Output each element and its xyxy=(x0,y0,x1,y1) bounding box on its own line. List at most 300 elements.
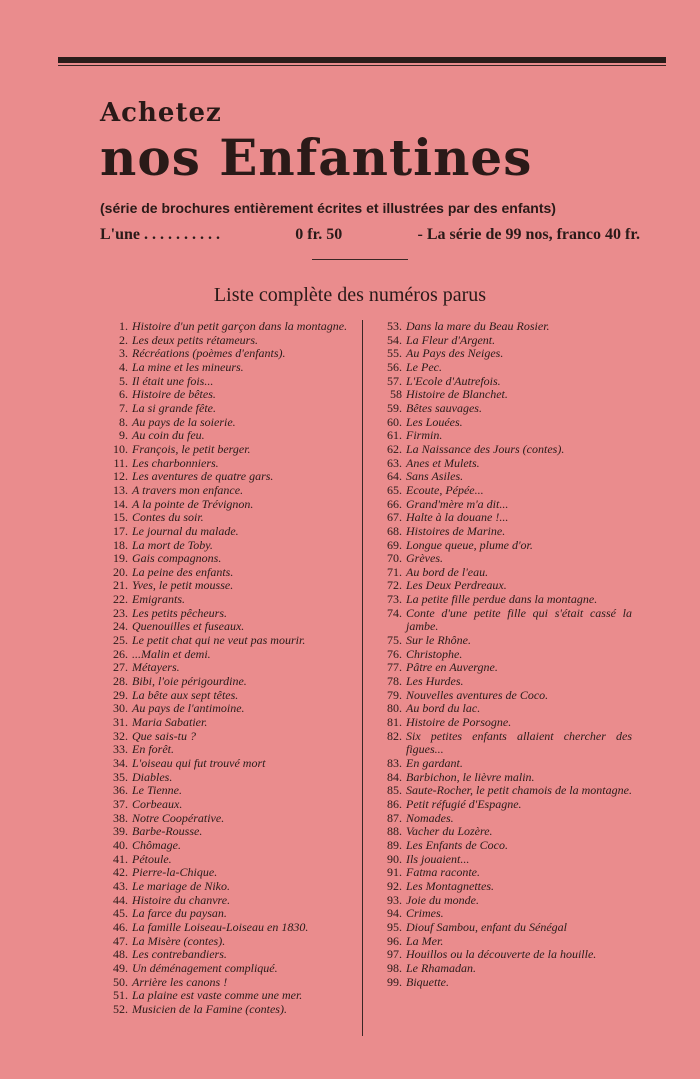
item-number: 87. xyxy=(387,810,402,825)
list-item xyxy=(100,607,358,621)
item-title: Les Deux Perdreaux. xyxy=(406,578,507,593)
list-item xyxy=(100,593,358,607)
list-item xyxy=(368,484,632,498)
list-item xyxy=(100,484,358,498)
item-number: 76. xyxy=(387,646,402,661)
item-title: ...Malin et demi. xyxy=(132,646,211,661)
item-number: 25. xyxy=(113,633,128,648)
item-title: Crimes. xyxy=(406,906,444,921)
list-item xyxy=(368,525,632,539)
item-number: 13. xyxy=(113,482,128,497)
list-item xyxy=(100,334,358,348)
item-number: 34. xyxy=(113,756,128,770)
item-title: Halte à la douane !... xyxy=(406,510,509,525)
list-item xyxy=(368,334,632,348)
item-title: La plaine est vaste comme une mer. xyxy=(132,988,303,1003)
list-item xyxy=(368,880,632,894)
list-item xyxy=(368,935,632,949)
item-number: 43. xyxy=(113,878,128,893)
item-number: 49. xyxy=(113,960,128,975)
item-title: Il était une fois... xyxy=(132,373,214,388)
list-item xyxy=(368,361,632,375)
item-title: Barbichon, le lièvre malin. xyxy=(406,769,535,784)
list-item xyxy=(100,1003,358,1017)
list-item xyxy=(368,347,632,361)
item-number: 53. xyxy=(387,319,402,333)
item-number: 93. xyxy=(387,892,402,907)
item-title: En gardant. xyxy=(406,756,463,770)
list-item xyxy=(100,402,358,416)
item-title: Les aventures de quatre gars. xyxy=(132,469,274,484)
column-divider xyxy=(362,320,363,1036)
price-right: - La série de 99 nos, franco 40 fr. xyxy=(417,226,640,243)
list-item xyxy=(368,689,632,703)
item-title: Un déménagement compliqué. xyxy=(132,960,278,975)
item-title: Dans la mare du Beau Rosier. xyxy=(406,319,550,333)
item-number: 58 xyxy=(390,387,402,402)
item-title: Nomades. xyxy=(406,810,454,825)
item-number: 73. xyxy=(387,592,402,607)
list-item xyxy=(368,511,632,525)
item-title: Ils jouaient... xyxy=(406,851,470,866)
item-number: 66. xyxy=(387,496,402,511)
item-number: 97. xyxy=(387,947,402,962)
list-item xyxy=(100,648,358,662)
item-number: 85. xyxy=(387,783,402,798)
item-number: 95. xyxy=(387,919,402,934)
item-number: 2. xyxy=(119,332,128,347)
list-item xyxy=(368,566,632,580)
item-title: Métayers. xyxy=(132,660,180,675)
item-title: Le Pec. xyxy=(406,359,442,374)
item-title: Histoire d'un petit garçon dans la montagne. xyxy=(132,319,348,333)
item-number: 70. xyxy=(387,551,402,566)
item-title: Arrière les canons ! xyxy=(132,974,228,989)
item-title: La mort de Toby. xyxy=(132,537,213,552)
item-number: 7. xyxy=(119,400,128,415)
list-item xyxy=(100,853,358,867)
item-number: 78. xyxy=(387,674,402,689)
item-title: Au Pays des Neiges. xyxy=(406,346,504,361)
list-item xyxy=(100,498,358,512)
list-item xyxy=(368,948,632,962)
item-title: Histoire de Blanchet. xyxy=(406,387,508,402)
item-number: 46. xyxy=(113,919,128,934)
list-item xyxy=(100,935,358,949)
item-number: 84. xyxy=(387,769,402,784)
item-title: Chômage. xyxy=(132,837,181,852)
item-title: Houillos ou la découverte de la houille. xyxy=(406,947,597,962)
list-item xyxy=(368,443,632,457)
item-number: 54. xyxy=(387,332,402,347)
item-number: 28. xyxy=(113,674,128,689)
list-item xyxy=(368,866,632,880)
item-title: Les Montagnettes. xyxy=(406,878,494,893)
item-number: 40. xyxy=(113,837,128,852)
list-item xyxy=(100,989,358,1003)
list-item xyxy=(100,976,358,990)
item-number: 63. xyxy=(387,455,402,470)
item-number: 48. xyxy=(113,947,128,962)
item-title: Au bord de l'eau. xyxy=(406,564,489,579)
item-number: 62. xyxy=(387,441,402,456)
item-number: 65. xyxy=(387,482,402,497)
list-item xyxy=(100,511,358,525)
item-title: Corbeaux. xyxy=(132,796,183,811)
item-number: 75. xyxy=(387,633,402,648)
list-item xyxy=(100,416,358,430)
item-number: 68. xyxy=(387,523,402,538)
list-item xyxy=(100,730,358,744)
list-item xyxy=(100,388,358,402)
item-title: Les deux petits rétameurs. xyxy=(132,332,258,347)
list-item xyxy=(100,716,358,730)
item-number: 52. xyxy=(113,1001,128,1016)
list-item xyxy=(100,552,358,566)
list-item xyxy=(368,661,632,675)
list-title: Liste complète des numéros parus xyxy=(213,284,487,306)
list-item xyxy=(368,648,632,662)
list-item xyxy=(368,579,632,593)
item-title: Récréations (poèmes d'enfants). xyxy=(132,346,286,361)
item-title: Anes et Mulets. xyxy=(406,455,480,470)
item-title: Le petit chat qui ne veut pas mourir. xyxy=(132,633,306,648)
list-item xyxy=(368,320,632,334)
item-title: Pâtre en Auvergne. xyxy=(406,660,498,675)
item-title: Sans Asiles. xyxy=(406,469,464,484)
list-item xyxy=(100,634,358,648)
item-number: 20. xyxy=(113,564,128,579)
item-number: 45. xyxy=(113,906,128,921)
price-line xyxy=(100,226,640,244)
list-item xyxy=(368,907,632,921)
item-title: Les contrebandiers. xyxy=(132,947,227,962)
list-item xyxy=(368,388,632,402)
item-title: Au bord du lac. xyxy=(406,701,481,716)
item-number: 79. xyxy=(387,687,402,702)
item-number: 57. xyxy=(387,373,402,388)
item-title: Grèves. xyxy=(406,551,443,566)
item-title: Bêtes sauvages. xyxy=(406,400,482,415)
list-item xyxy=(100,784,358,798)
item-title: Barbe-Rousse. xyxy=(132,824,203,839)
list-item xyxy=(368,962,632,976)
item-title: La farce du paysan. xyxy=(132,906,227,921)
item-number: 17. xyxy=(113,523,128,538)
item-number: 77. xyxy=(387,660,402,675)
item-title: La peine des enfants. xyxy=(132,564,234,579)
list-column-left xyxy=(100,320,358,1016)
list-item xyxy=(368,730,632,757)
item-title: La Misère (contes). xyxy=(132,933,226,948)
list-item xyxy=(368,498,632,512)
item-title: Petit réfugié d'Espagne. xyxy=(406,796,522,811)
item-title: Les Hurdes. xyxy=(406,674,464,689)
list-item xyxy=(100,757,358,771)
list-item xyxy=(368,593,632,607)
item-title: La Mer. xyxy=(406,933,444,948)
item-number: 26. xyxy=(113,646,128,661)
list-item xyxy=(100,525,358,539)
item-title: Les Enfants de Coco. xyxy=(406,837,508,852)
item-title: L'Ecole d'Autrefois. xyxy=(406,373,501,388)
item-title: Conte d'une petite fille qui s'était cassé la jambe. xyxy=(406,605,632,634)
item-number: 18. xyxy=(113,537,128,552)
item-title: A travers mon enfance. xyxy=(132,482,244,497)
item-number: 67. xyxy=(387,510,402,525)
item-number: 59. xyxy=(387,400,402,415)
short-rule xyxy=(312,259,408,260)
item-number: 88. xyxy=(387,824,402,839)
item-number: 8. xyxy=(119,414,128,429)
item-number: 60. xyxy=(387,414,402,429)
item-title: Saute-Rocher, le petit chamois de la montagne. xyxy=(406,783,632,798)
list-item xyxy=(368,634,632,648)
item-title: Histoire de Porsogne. xyxy=(406,715,512,730)
item-number: 55. xyxy=(387,346,402,361)
list-item xyxy=(100,825,358,839)
item-title: La si grande fête. xyxy=(132,400,216,415)
item-number: 30. xyxy=(113,701,128,716)
list-item xyxy=(368,470,632,484)
item-number: 80. xyxy=(387,701,402,716)
list-item xyxy=(100,880,358,894)
item-title: Histoires de Marine. xyxy=(406,523,506,538)
list-item xyxy=(368,675,632,689)
item-number: 41. xyxy=(113,851,128,866)
list-item xyxy=(100,866,358,880)
list-item xyxy=(100,470,358,484)
item-number: 21. xyxy=(113,578,128,593)
list-item xyxy=(100,894,358,908)
heading-line-1: Achetez xyxy=(100,98,222,128)
item-number: 44. xyxy=(113,892,128,907)
list-item xyxy=(100,429,358,443)
list-item xyxy=(368,552,632,566)
item-title: La petite fille perdue dans la montagne. xyxy=(406,592,598,607)
item-title: L'oiseau qui fut trouvé mort xyxy=(132,756,266,770)
item-title: Les petits pêcheurs. xyxy=(132,605,227,620)
item-title: Le journal du malade. xyxy=(132,523,239,538)
item-number: 22. xyxy=(113,592,128,607)
list-column-right xyxy=(368,320,632,989)
item-number: 35. xyxy=(113,769,128,784)
item-number: 71. xyxy=(387,564,402,579)
item-number: 27. xyxy=(113,660,128,675)
item-number: 89. xyxy=(387,837,402,852)
list-item xyxy=(100,689,358,703)
item-title: Histoire du chanvre. xyxy=(132,892,231,907)
item-title: Nouvelles aventures de Coco. xyxy=(406,687,549,702)
item-number: 74. xyxy=(387,605,402,620)
item-number: 91. xyxy=(387,865,402,880)
list-item xyxy=(368,457,632,471)
item-title: Pierre-la-Chique. xyxy=(132,865,218,880)
item-title: Emigrants. xyxy=(132,592,186,607)
item-number: 99. xyxy=(387,974,402,989)
list-item xyxy=(368,771,632,785)
list-item xyxy=(368,702,632,716)
item-title: La Naissance des Jours (contes). xyxy=(406,441,565,456)
item-title: Vacher du Lozère. xyxy=(406,824,493,839)
item-number: 11. xyxy=(113,455,128,470)
item-number: 98. xyxy=(387,960,402,975)
list-item xyxy=(368,402,632,416)
list-item xyxy=(368,784,632,798)
list-item xyxy=(368,894,632,908)
list-item xyxy=(100,443,358,457)
list-item xyxy=(100,675,358,689)
item-number: 51. xyxy=(113,988,128,1003)
item-number: 96. xyxy=(387,933,402,948)
item-number: 19. xyxy=(113,551,128,566)
item-title: Pétoule. xyxy=(132,851,172,866)
list-item xyxy=(100,921,358,935)
item-number: 38. xyxy=(113,810,128,825)
list-item xyxy=(100,743,358,757)
item-title: Longue queue, plume d'or. xyxy=(406,537,533,552)
item-number: 32. xyxy=(113,728,128,743)
list-item xyxy=(368,921,632,935)
item-title: Sur le Rhône. xyxy=(406,633,471,648)
price-left: L'une . . . . . . . . . . xyxy=(100,226,221,243)
item-title: Au pays de l'antimoine. xyxy=(132,701,245,716)
list-item xyxy=(100,948,358,962)
item-number: 56. xyxy=(387,359,402,374)
item-number: 47. xyxy=(113,933,128,948)
list-item xyxy=(100,347,358,361)
item-number: 92. xyxy=(387,878,402,893)
item-number: 33. xyxy=(113,742,128,757)
item-number: 81. xyxy=(387,715,402,730)
item-title: Le Tienne. xyxy=(132,783,182,798)
item-title: Les charbonniers. xyxy=(132,455,219,470)
item-title: Histoire de bêtes. xyxy=(132,387,216,402)
list-item xyxy=(100,539,358,553)
item-title: Six petites enfants allaient chercher des figues... xyxy=(406,728,632,757)
item-title: Les Louées. xyxy=(406,414,463,429)
list-item xyxy=(368,375,632,389)
list-item xyxy=(368,825,632,839)
list-item xyxy=(368,607,632,634)
subtitle: (série de brochures entièrement écrites et illustrées par des enfants) xyxy=(100,200,556,216)
item-number: 10. xyxy=(113,441,128,456)
list-item xyxy=(100,457,358,471)
list-item xyxy=(100,566,358,580)
list-item xyxy=(100,907,358,921)
item-number: 14. xyxy=(113,496,128,511)
item-title: Que sais-tu ? xyxy=(132,728,196,743)
item-title: Joie du monde. xyxy=(406,892,479,907)
item-number: 86. xyxy=(387,796,402,811)
item-number: 9. xyxy=(119,428,128,443)
item-number: 64. xyxy=(387,469,402,484)
item-number: 1. xyxy=(119,319,128,333)
item-number: 15. xyxy=(113,510,128,525)
item-title: Au coin du feu. xyxy=(132,428,205,443)
item-number: 39. xyxy=(113,824,128,839)
list-item xyxy=(368,716,632,730)
list-item xyxy=(100,962,358,976)
item-number: 12. xyxy=(113,469,128,484)
list-item xyxy=(368,539,632,553)
list-item xyxy=(368,429,632,443)
item-number: 90. xyxy=(387,851,402,866)
list-item xyxy=(100,798,358,812)
item-number: 72. xyxy=(387,578,402,593)
item-number: 29. xyxy=(113,687,128,702)
item-title: Gais compagnons. xyxy=(132,551,222,566)
item-number: 83. xyxy=(387,756,402,770)
item-number: 31. xyxy=(113,715,128,730)
list-item xyxy=(368,798,632,812)
list-item xyxy=(368,812,632,826)
item-number: 37. xyxy=(113,796,128,811)
item-title: Biquette. xyxy=(406,974,449,989)
item-number: 61. xyxy=(387,428,402,443)
item-title: La famille Loiseau-Loiseau en 1830. xyxy=(132,919,309,934)
item-title: Contes du soir. xyxy=(132,510,204,525)
item-title: La mine et les mineurs. xyxy=(132,359,244,374)
item-title: Notre Coopérative. xyxy=(132,810,225,825)
item-title: Ecoute, Pépée... xyxy=(406,482,484,497)
item-number: 82. xyxy=(387,728,402,743)
list-item xyxy=(368,853,632,867)
item-number: 36. xyxy=(113,783,128,798)
list-item xyxy=(100,320,358,334)
item-title: Yves, le petit mousse. xyxy=(132,578,234,593)
list-item xyxy=(100,661,358,675)
price-mid: 0 fr. 50 xyxy=(295,226,343,243)
list-item xyxy=(100,702,358,716)
item-title: Grand'mère m'a dit... xyxy=(406,496,509,511)
list-item xyxy=(100,361,358,375)
item-number: 69. xyxy=(387,537,402,552)
item-number: 3. xyxy=(119,346,128,361)
item-number: 50. xyxy=(113,974,128,989)
item-number: 4. xyxy=(119,359,128,374)
top-rule xyxy=(58,57,666,63)
item-title: En forêt. xyxy=(132,742,174,757)
list-item xyxy=(100,839,358,853)
item-title: La bête aux sept têtes. xyxy=(132,687,239,702)
item-title: Bibi, l'oie périgourdine. xyxy=(132,674,247,689)
item-title: Le Rhamadan. xyxy=(406,960,476,975)
item-number: 24. xyxy=(113,619,128,634)
item-number: 6. xyxy=(119,387,128,402)
item-number: 23. xyxy=(113,605,128,620)
list-item xyxy=(368,757,632,771)
heading-line-2: nos Enfantines xyxy=(100,128,533,187)
list-item xyxy=(368,416,632,430)
item-title: Diables. xyxy=(132,769,173,784)
item-title: La Fleur d'Argent. xyxy=(406,332,496,347)
item-title: Maria Sabatier. xyxy=(132,715,208,730)
item-title: Diouf Sambou, enfant du Sénégal xyxy=(406,919,567,934)
item-number: 94. xyxy=(387,906,402,921)
list-item xyxy=(368,976,632,990)
item-number: 5. xyxy=(119,373,128,388)
item-title: Le mariage de Niko. xyxy=(132,878,230,893)
item-title: A la pointe de Trévignon. xyxy=(132,496,254,511)
item-title: Musicien de la Famine (contes). xyxy=(132,1001,287,1016)
item-title: Firmin. xyxy=(406,428,443,443)
list-item xyxy=(100,812,358,826)
list-item xyxy=(368,839,632,853)
item-title: Quenouilles et fuseaux. xyxy=(132,619,245,634)
list-item xyxy=(100,620,358,634)
item-title: Christophe. xyxy=(406,646,463,661)
